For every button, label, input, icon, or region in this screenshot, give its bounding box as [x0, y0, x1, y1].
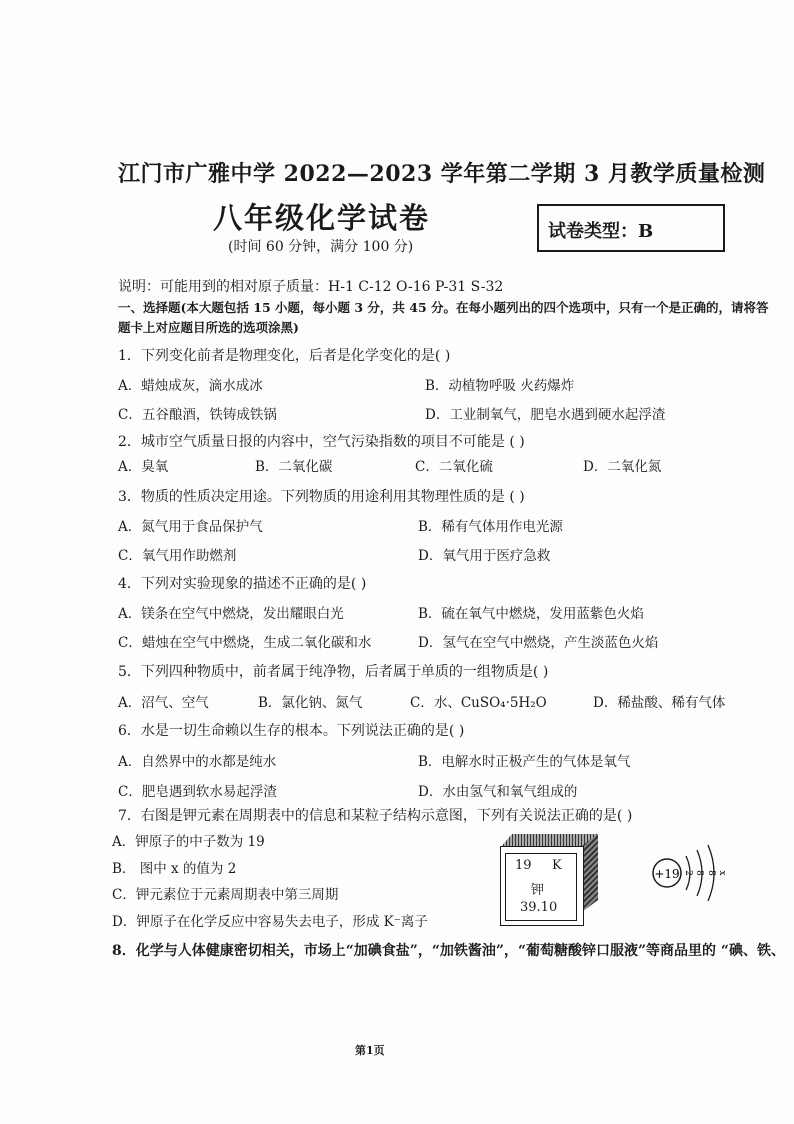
question-3-stem: 3．物质的性质决定用途。下列物质的用途利用其物理性质的是 ( ) — [118, 489, 525, 505]
question-4-option-c: C．蜡烛在空气中燃烧，生成二氧化碳和水 — [118, 635, 372, 651]
question-7-option-d: D．钾原子在化学反应中容易失去电子，形成 K⁻离子 — [112, 914, 428, 930]
school-title: 江门市广雅中学 2022—2023 学年第二学期 3 月教学质量检测 — [118, 161, 766, 187]
question-4-option-b: B．硫在氧气中燃烧，发用蓝紫色火焰 — [418, 606, 644, 622]
question-2-option-d: D．二氧化氮 — [583, 459, 662, 475]
question-6-option-c: C．肥皂遇到软水易起浮渣 — [118, 784, 277, 800]
question-7-stem: 7．右图是钾元素在周期表中的信息和某粒子结构示意图，下列有关说法正确的是( ) — [118, 808, 633, 824]
question-5-option-b: B．氯化钠、氮气 — [258, 695, 363, 711]
question-3-option-a: A．氮气用于食品保护气 — [118, 519, 263, 535]
element-name: 钾 — [531, 883, 545, 898]
atomic-mass-note: 说明：可能用到的相对原子质量：H-1 C-12 O-16 P-31 S-32 — [118, 279, 504, 295]
shell-3-count: 8 — [706, 870, 716, 876]
element-cell-side-shading — [582, 834, 598, 912]
question-3-option-c: C．氧气用作助燃剂 — [118, 548, 237, 564]
question-1-option-d: D．工业制氧气，肥皂水遇到硬水起浮渣 — [425, 407, 666, 423]
question-5-stem: 5．下列四种物质中，前者属于纯净物，后者属于单质的一组物质是( ) — [118, 664, 549, 680]
exam-type-label: 试卷类型：B — [548, 221, 654, 242]
question-1-option-b: B．动植物呼吸 火药爆炸 — [425, 378, 575, 394]
page-number: 第1页 — [355, 1044, 385, 1057]
question-5-option-a: A．沼气、空气 — [118, 695, 209, 711]
exam-title: 八年级化学试卷 — [213, 201, 431, 235]
question-8-stem: 8．化学与人体健康密切相关，市场上“加碘食盐”，“加铁酱油”，“葡萄糖酸锌口服液”等商品里的 “碘、铁、 — [112, 943, 785, 959]
question-7-option-c: C．钾元素位于元素周期表中第三周期 — [112, 887, 339, 903]
question-6-option-a: A．自然界中的水都是纯水 — [118, 754, 277, 770]
question-7-option-a: A．钾原子的中子数为 19 — [112, 834, 265, 850]
shell-4-count: x — [717, 870, 727, 876]
question-4-option-a: A．镁条在空气中燃烧，发出耀眼白光 — [118, 606, 344, 622]
question-6-stem: 6．水是一切生命赖以生存的根本。下列说法正确的是( ) — [118, 723, 465, 739]
question-7-option-b: B． 图中 x 的值为 2 — [112, 861, 237, 877]
question-3-option-d: D．氧气用于医疗急救 — [418, 548, 551, 564]
question-5-option-c: C．水、CuSO₄·5H₂O — [410, 695, 547, 711]
exam-type-box — [537, 204, 725, 252]
nucleus-charge: +19 — [654, 867, 680, 881]
exam-time-note: (时间 60 分钟，满分 100 分) — [228, 239, 414, 255]
ion-structure-diagram — [640, 838, 730, 908]
question-1-option-a: A．蜡烛成灰，滴水成冰 — [118, 378, 263, 394]
shell-1-count: 2 — [683, 870, 693, 876]
question-5-option-d: D．稀盐酸、稀有气体 — [593, 695, 726, 711]
question-2-stem: 2．城市空气质量日报的内容中，空气污染指数的项目不可能是 ( ) — [118, 434, 525, 450]
question-4-option-d: D．氢气在空气中燃烧，产生淡蓝色火焰 — [418, 635, 659, 651]
potassium-element-cell — [500, 846, 584, 926]
element-mass: 39.10 — [520, 900, 558, 915]
question-2-option-a: A．臭氧 — [118, 459, 169, 475]
question-1-stem: 1．下列变化前者是物理变化，后者是化学变化的是( ) — [118, 348, 451, 364]
question-1-option-c: C．五谷酿酒，铁铸成铁锅 — [118, 407, 277, 423]
element-symbol: K — [552, 858, 562, 873]
shell-2-count: 8 — [694, 870, 704, 876]
question-3-option-b: B．稀有气体用作电光源 — [418, 519, 563, 535]
question-6-option-b: B．电解水时正极产生的气体是氧气 — [418, 754, 631, 770]
question-6-option-d: D．水由氢气和氧气组成的 — [418, 784, 578, 800]
section-heading: 一、选择题(本大题包括 15 小题，每小题 3 分，共 45 分。在每小题列出的四个选项中，只有一个是正确的，请将答题卡上对应题目所选的选项涂黑) — [118, 300, 769, 335]
question-2-option-c: C．二氧化硫 — [415, 459, 493, 475]
question-4-stem: 4．下列对实验现象的描述不正确的是( ) — [118, 576, 367, 592]
question-2-option-b: B．二氧化碳 — [255, 459, 333, 475]
element-atomic-number: 19 — [515, 858, 532, 873]
